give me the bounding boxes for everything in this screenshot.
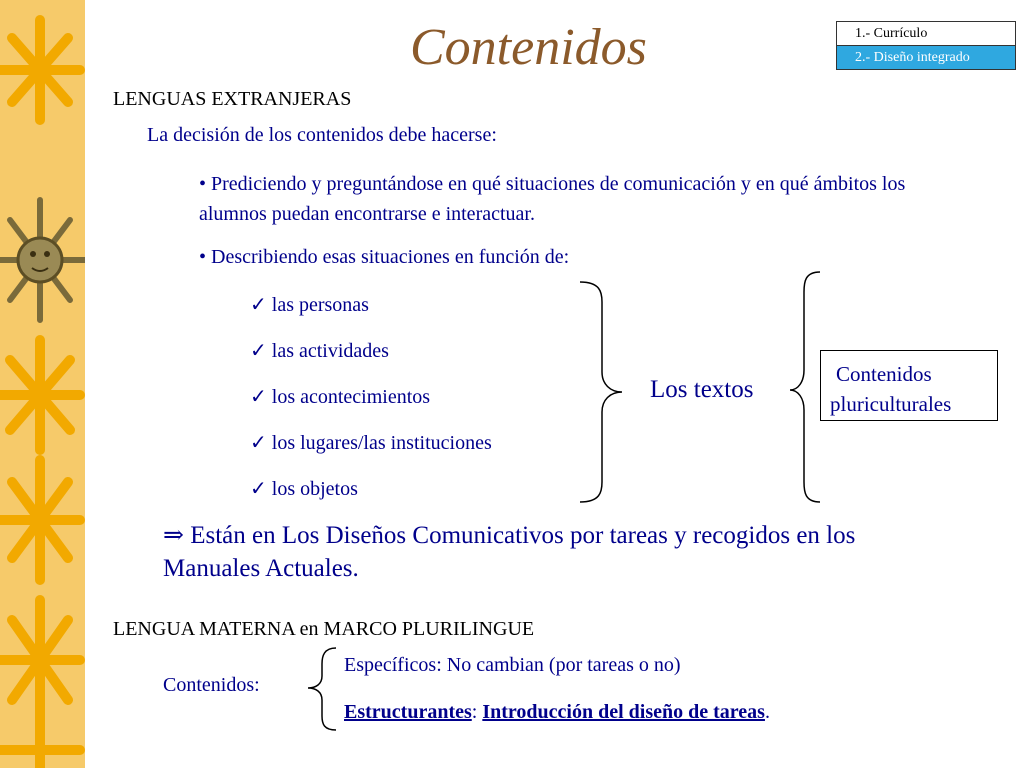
estructurantes-link[interactable]: Estructurantes (344, 701, 472, 723)
check-item-acontecimientos: ✓ los acontecimientos (250, 386, 431, 408)
section-heading-lenguas-extranjeras: LENGUAS EXTRANJERAS (113, 88, 352, 110)
bullet-describiendo: • Describiendo esas situaciones en función de: (199, 246, 570, 268)
separator: : (471, 701, 483, 723)
brace-left-textos (790, 272, 820, 502)
contenidos-label: Contenidos: (163, 674, 260, 696)
sun-icon (0, 600, 80, 720)
check-item-objetos: ✓ los objetos (250, 478, 358, 500)
box-line-1: Contenidos (836, 362, 932, 386)
check-item-actividades: ✓ las actividades (250, 340, 389, 362)
box-line-2: pluriculturales (830, 392, 952, 416)
sun-icon (0, 340, 80, 450)
nav-item-curriculo[interactable]: 1.- Currículo (837, 22, 1015, 46)
conclusion-text: ⇒ Están en Los Diseños Comunicativos por tareas y recogidos en los Manuales Actuales. (163, 522, 856, 582)
especificos-item: Específicos: No cambian (por tareas o no) (344, 654, 681, 676)
navigation-box (836, 21, 1016, 70)
sun-icon (0, 460, 80, 580)
bullet-prediciendo: • Prediciendo y preguntándose en qué situaciones de comunicación y en qué ámbitos los alumnos puedan encontrarse e interactuar. (199, 173, 906, 225)
page-title: Contenidos (410, 19, 647, 76)
nav-item-diseno-integrado[interactable]: 2.- Diseño integrado (837, 46, 1015, 69)
brace-left-materna (308, 648, 336, 730)
check-item-lugares: ✓ los lugares/las instituciones (250, 432, 492, 454)
intro-text: La decisión de los contenidos debe hacerse: (147, 124, 497, 146)
los-textos-label: Los textos (650, 376, 754, 403)
sun-pattern (0, 0, 85, 768)
trailing-period: . (764, 701, 770, 723)
section-heading-lengua-materna: LENGUA MATERNA en MARCO PLURILINGUE (113, 618, 535, 640)
contenidos-pluriculturales-box (820, 350, 998, 421)
sun-icon (0, 720, 80, 768)
introduccion-link[interactable]: Introducción del diseño de tareas (482, 701, 765, 723)
brace-right-checklist (580, 282, 622, 502)
sun-medallion-icon (0, 200, 85, 320)
check-item-personas: ✓ las personas (250, 294, 369, 316)
estructurantes-item (344, 701, 770, 724)
decorative-sidebar (0, 0, 85, 768)
sun-icon (0, 20, 80, 120)
